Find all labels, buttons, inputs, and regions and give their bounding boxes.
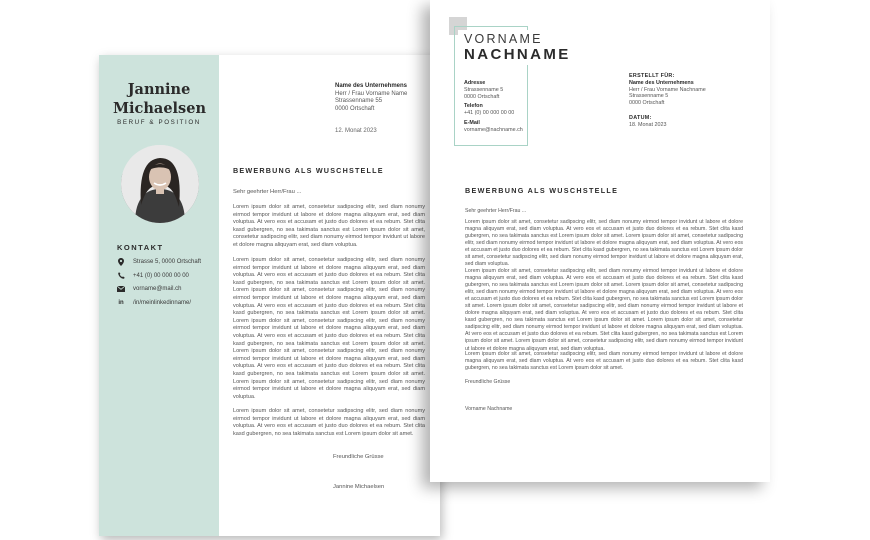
letter-subject: BEWERBUNG ALS WUSCHSTELLE xyxy=(465,186,619,195)
recipient-city: 0000 Ortschaft xyxy=(629,100,665,107)
letter-subject: BEWERBUNG ALS WUSCHSTELLE xyxy=(233,166,384,175)
applicant-name: Jannine Michaelsen xyxy=(113,81,206,117)
last-name: NACHNAME xyxy=(464,46,571,63)
recipient-person: Herr / Frau Vorname Name xyxy=(335,90,408,97)
contact-address-text: Strasse 5, 0000 Ortschaft xyxy=(133,259,202,265)
recipient-company: Name des Unternehmens xyxy=(629,79,694,86)
recipient-street: Strassenname 5 xyxy=(629,93,669,100)
sidebar xyxy=(99,55,219,536)
email-label: E-Mail xyxy=(464,119,480,126)
letter-paragraph-1: Lorem ipsum dolor sit amet, consetetur sadipscing elitr, sed diam nonumy eirmod tempor invidunt ut labore et dolore magna aliquyam erat, sed diam voluptua. At vero eos et accusam et justo duo dolores et ea rebum. Stet clita kasd gubergren, no sea takimata sanctus est Lorem ipsum dolor sit amet, consetetur sadipscing elitr, sed diam nonumy eirmod tempor invidunt ut labore et dolore magna aliquyam erat, sed diam voluptua. xyxy=(233,204,425,248)
recipient-person: Herr / Frau Vorname Nachname xyxy=(629,86,706,93)
letter-paragraph-3: Lorem ipsum dolor sit amet, consetetur sadipscing elitr, sed diam nonumy eirmod tempor invidunt ut labore et dolore magna aliquyam erat, sed diam voluptua. At vero eos et accusam et justo duo dolores et ea rebum. Stet clita kasd gubergren, no sea takimata sanctus est Lorem ipsum dolor sit amet. xyxy=(465,351,743,372)
contact-address xyxy=(117,258,201,266)
letter-paragraph-2: Lorem ipsum dolor sit amet, consetetur sadipscing elitr, sed diam nonumy eirmod tempor invidunt ut labore et dolore magna aliquyam erat, sed diam voluptua. At vero eos et accusam et justo duo dolores et ea rebum. Stet clita kasd gubergren, no sea takimata sanctus est Lorem ipsum dolor sit amet. Lorem ipsum dolor sit amet, consetetur sadipscing elitr, sed diam nonumy eirmod tempor invidunt ut labore et dolore magna aliquyam erat, sed diam voluptua. At vero eos et accusam et justo duo dolores et ea rebum. Stet clita kasd gubergren, no sea takimata sanctus est Lorem ipsum dolor sit amet. Lorem ipsum dolor sit amet, consetetur sadipscing elitr, sed diam nonumy eirmod tempor invidunt ut labore et dolore magna aliquyam erat, sed diam voluptua. At vero eos et accusam et justo duo dolores et ea rebum. Stet clita kasd gubergren, no sea takimata sanctus est Lorem ipsum dolor sit amet. Lorem ipsum dolor sit amet, consetetur sadipscing elitr, sed diam nonumy eirmod tempor invidunt ut labore et dolore magna aliquyam erat, sed diam voluptua. At vero eos et accusam et justo duo dolores et ea rebum. Stet clita kasd gubergren, no sea takimata sanctus est Lorem ipsum dolor sit amet. Lorem ipsum dolor sit amet, consetetur sadipscing elitr, sed diam nonumy eirmod tempor invidunt ut labore et dolore magna aliquyam erat, sed diam voluptua. xyxy=(233,257,425,400)
cover-letter-page-minimal xyxy=(430,0,770,482)
letter-paragraph-3: Lorem ipsum dolor sit amet, consetetur sadipscing elitr, sed diam nonumy eirmod tempor invidunt ut labore et dolore magna aliquyam erat, sed diam voluptua. At vero eos et accusam et justo duo dolores et ea rebum. Stet clita kasd gubergren, no sea takimata sanctus est Lorem ipsum dolor sit amet. xyxy=(233,408,425,437)
phone-value: +41 (0) 00 000 00 00 xyxy=(464,110,515,117)
phone-icon xyxy=(117,272,125,279)
letter-date: 12. Monat 2023 xyxy=(335,128,377,134)
letter-paragraph-1: Lorem ipsum dolor sit amet, consetetur sadipscing elitr, sed diam nonumy eirmod tempor invidunt ut labore et dolore magna aliquyam erat, sed diam voluptua. At vero eos et accusam et justo duo dolores et ea rebum. Stet clita kasd gubergren, no sea takimata sanctus est Lorem ipsum dolor sit amet. Lorem ipsum dolor sit amet, consetetur sadipscing elitr, sed diam nonumy eirmod tempor invidunt ut labore et dolore magna aliquyam erat, sed diam voluptua. At vero eos et accusam et justo duo dolores et ea rebum. Stet clita kasd gubergren, no sea takimata sanctus est Lorem ipsum dolor sit amet, consetetur sadipscing elitr, sed diam nonumy eirmod tempor invidunt ut labore et dolore magna aliquyam erat, sed diam voluptua. xyxy=(465,219,743,268)
linkedin-icon: in xyxy=(118,300,124,306)
date-label: DATUM: xyxy=(629,114,652,121)
created-for-label: ERSTELLT FÜR: xyxy=(629,73,675,79)
first-name: VORNAME xyxy=(464,32,543,46)
letter-closing: Freundliche Grüsse xyxy=(333,454,384,460)
contact-heading: KONTAKT xyxy=(117,243,164,252)
contact-linkedin xyxy=(117,300,191,306)
contact-phone xyxy=(117,272,189,279)
address-line-2: 0000 Ortschaft xyxy=(464,93,500,100)
portrait-image xyxy=(121,145,199,223)
date-value: 18. Monat 2023 xyxy=(629,121,667,128)
letter-greeting: Sehr geehrter Herr/Frau ... xyxy=(233,189,302,195)
profile-photo xyxy=(121,145,199,223)
contact-email xyxy=(117,286,181,292)
contact-linkedin-text: /in/meinlinkedinname/ xyxy=(133,300,192,306)
contact-phone-text: +41 (0) 00 000 00 00 xyxy=(133,272,189,279)
email-value: vorname@nachname.ch xyxy=(464,126,523,133)
location-pin-icon xyxy=(117,258,125,266)
recipient-block xyxy=(335,83,407,113)
recipient-company: Name des Unternehmens xyxy=(335,83,408,89)
recipient-meta xyxy=(629,73,706,129)
cover-letter-page-teal xyxy=(99,55,440,536)
address-label: Adresse xyxy=(464,80,486,86)
letter-paragraph-2: Lorem ipsum dolor sit amet, consetetur sadipscing elitr, sed diam nonumy eirmod tempor invidunt ut labore et dolore magna aliquyam erat, sed diam voluptua. At vero eos et accusam et justo duo dolores et ea rebum. Stet clita kasd gubergren, no sea takimata sanctus est Lorem ipsum dolor sit amet. Lorem ipsum dolor sit amet, consetetur sadipscing elitr, sed diam nonumy eirmod tempor invidunt ut labore et dolore magna aliquyam erat, sed diam voluptua. At vero eos et accusam et justo duo dolores et ea rebum. Stet clita kasd gubergren, no sea takimata sanctus est Lorem ipsum dolor sit amet. Lorem ipsum dolor sit amet, consetetur sadipscing elitr, sed diam nonumy eirmod tempor invidunt ut labore et dolore magna aliquyam erat, sed diam voluptua. At vero eos et accusam et justo duo dolores et ea rebum. Stet clita kasd gubergren, no sea takimata sanctus est Lorem ipsum dolor sit amet. Lorem ipsum dolor sit amet, consetetur sadipscing elitr, sed diam nonumy eirmod tempor invidunt ut labore et dolore magna aliquyam erat, sed diam voluptua. At vero eos et accusam et justo duo dolores et ea rebum. Stet clita kasd gubergren, no sea takimata sanctus est Lorem ipsum dolor sit amet. Lorem ipsum dolor sit amet, consetetur sadipscing elitr, sed diam nonumy eirmod tempor invidunt ut labore et dolore magna aliquyam erat, sed diam voluptua. xyxy=(465,268,743,352)
header-name xyxy=(458,30,577,65)
recipient-street: Strassenname 55 xyxy=(335,98,383,104)
letter-greeting: Sehr geehrter Herr/Frau ... xyxy=(465,208,527,214)
recipient-city: 0000 Ortschaft xyxy=(335,105,375,112)
mail-icon xyxy=(117,286,125,292)
letter-signature: Vorname Nachname xyxy=(465,406,513,412)
letter-closing: Freundliche Grüsse xyxy=(465,379,511,385)
letter-body xyxy=(233,55,433,536)
address-line-1: Strassenname 5 xyxy=(464,86,504,93)
phone-label: Telefon xyxy=(464,103,483,110)
applicant-role: BERUF & POSITION xyxy=(117,119,201,126)
letter-signature: Jannine Michaelsen xyxy=(333,484,385,490)
sender-info xyxy=(464,80,523,134)
contact-email-text: vorname@mail.ch xyxy=(133,286,182,292)
